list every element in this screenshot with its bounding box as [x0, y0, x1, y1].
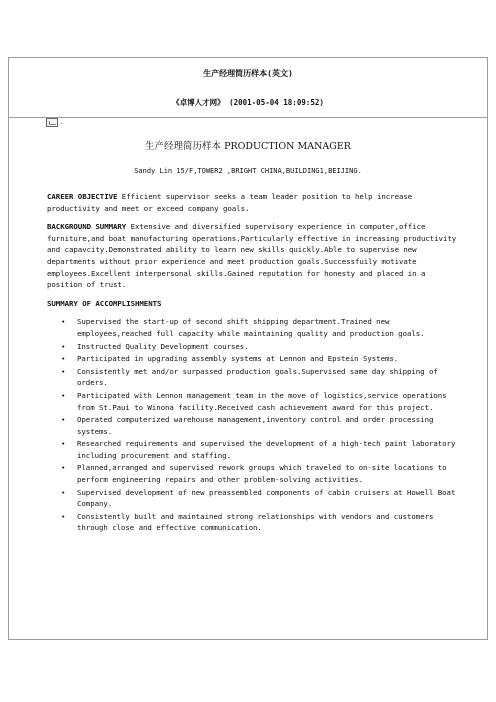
article-title: 生产经理简历样本(英文) [203, 69, 293, 78]
list-item: • Supervised the start-up of second shift shipping department.Trained new employees,reached full capacity while maintaining quality and production goals. [61, 317, 425, 338]
bullet-icon: • [61, 415, 66, 425]
bullet-icon: • [61, 390, 66, 400]
bullet-icon: • [61, 511, 66, 521]
background-summary-text: Extensive and diversified supervisory experience in computer,office furniture,and boat manufacturing operations.Particularly effective in increasing productivity and capavcity.Demonstrated ability to learn new skills quickly.Able to supervise new departments without prior experience and meet production goals.Successfuily motivate employees.Excellent interpersonal skills.Gained reputation for honesty and placed in a position of trust. [47, 222, 457, 290]
list-item: • Operated computerized warehouse management,inventory control and order processing systems. [61, 415, 434, 436]
resume-body [47, 191, 457, 535]
bullet-icon: • [61, 366, 66, 376]
image-trailing-mark: . [60, 119, 64, 126]
list-item: • Consistently built and maintained strong relationships with vendors and customers through close and effective communication. [61, 511, 434, 533]
bullet-icon: • [61, 487, 66, 497]
article-source: 《卓博人才网》 (2001-05-04 18:09:52) [172, 98, 324, 107]
accomplishments-heading: SUMMARY OF ACCOMPLISHMENTS [47, 298, 162, 308]
list-item: • Instructed Quality Development courses. [61, 341, 249, 351]
list-item: • Consistently met and/or surpassed production goals.Supervised same day shipping of orders. [61, 366, 438, 388]
background-summary-label: BACKGROUND SUMMARY [47, 222, 127, 232]
list-item: • Supervised development of new preassembled components of cabin cruisers at Howell Boat Company. [61, 487, 456, 509]
resume-title: 生产经理简历样本 PRODUCTION MANAGER [145, 141, 351, 152]
contact-line: Sandy Lin 15/F,TOWER2 ,BRIGHT CHINA,BUILDING1,BEIJING. [134, 167, 362, 175]
accomplishments-list [47, 316, 457, 534]
list-item: • Researched requirements and supervised the development of a high-tech paint laboratory including procurement and staffing. [61, 439, 456, 460]
bullet-icon: • [61, 439, 66, 449]
career-objective-text: Efficient supervisor seeks a team leader position to help increase productivity and meet or exceed company goals. [47, 192, 413, 213]
career-objective-label: CAREER OBJECTIVE [47, 192, 118, 201]
bullet-icon: • [61, 354, 66, 364]
background-summary [47, 221, 457, 291]
list-item: • Participated with Lennon management team in the move of logistics,service operations from St.Paui to Winona facility.Received cash achievement award for this project. [61, 390, 447, 412]
broken-image-icon [46, 118, 58, 127]
list-item: • Participated in upgrading assembly systems at Lennon and Epstein Systems. [61, 354, 399, 364]
list-item: • Planned,arranged and supervised rework groups which traveled to on-site locations to perform engineering repairs and other problem-solving activities. [61, 463, 447, 485]
bullet-icon: • [61, 317, 66, 327]
bullet-icon: • [61, 463, 66, 473]
header-divider [8, 117, 488, 118]
bullet-icon: • [61, 341, 66, 351]
career-objective [47, 191, 457, 214]
